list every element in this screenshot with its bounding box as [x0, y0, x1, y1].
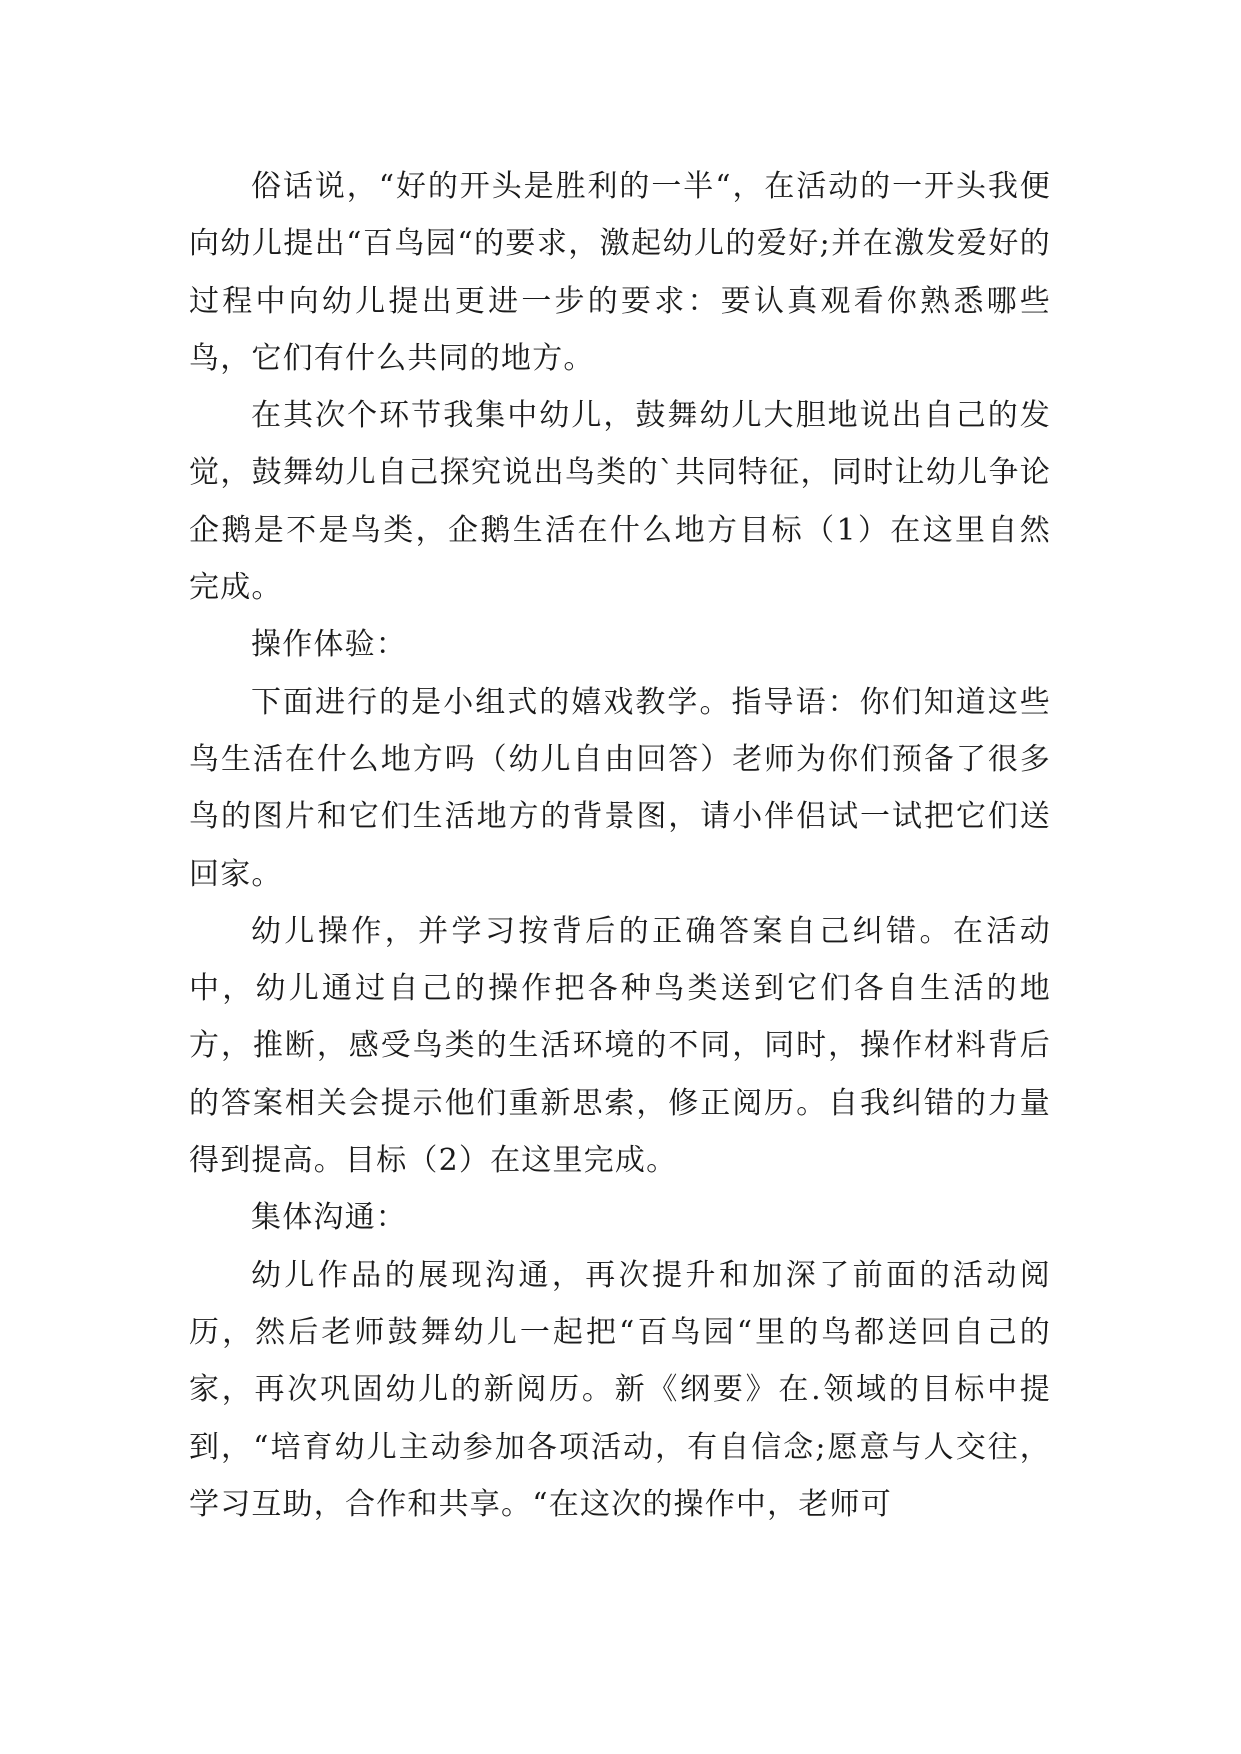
paragraph-opening-interest: 俗话说，“好的开头是胜利的一半“，在活动的一开头我便向幼儿提出“百鸟园“的要求，激起幼儿的爱好;并在激发爱好的过程中向幼儿提出更进一步的要求：要认真观看你熟悉哪些鸟，它们有什么共同的地方。: [189, 169, 1051, 376]
paragraph-self-correction: 幼儿操作，并学习按背后的正确答案自己纠错。在活动中，幼儿通过自己的操作把各种鸟类送到它们各自生活的地方，推断，感受鸟类的生活环境的不同，同时，操作材料背后的答案相关会提示他们重新思索，修正阅历。自我纠错的力量得到提高。目标（2）在这里完成。: [189, 913, 1051, 1179]
paragraph-second-segment: 在其次个环节我集中幼儿，鼓舞幼儿大胆地说出自己的发觉，鼓舞幼儿自己探究说出鸟类的`共同特征，同时让幼儿争论企鹅是不是鸟类，企鹅生活在什么地方目标（1）在这里自然完成。: [189, 398, 1051, 606]
section-heading-communication: 集体沟通：: [251, 1200, 407, 1236]
paragraph-showcase: 幼儿作品的展现沟通，再次提升和加深了前面的活动阅历，然后老师鼓舞幼儿一起把“百鸟园“里的鸟都送回自己的家，再次巩固幼儿的新阅历。新《纲要》在.领域的目标中提到，“培育幼儿主动参加各项活动，有自信念;愿意与人交往，学习互助，合作和共享。“在这次的操作中，老师可: [189, 1257, 1051, 1522]
paragraph-group-game: 下面进行的是小组式的嬉戏教学。指导语：你们知道这些鸟生活在什么地方吗（幼儿自由回答）老师为你们预备了很多鸟的图片和它们生活地方的背景图，请小伴侣试一试把它们送回家。: [189, 684, 1051, 892]
section-heading-operation: 操作体验：: [251, 627, 407, 663]
document-body: [189, 158, 1051, 1533]
